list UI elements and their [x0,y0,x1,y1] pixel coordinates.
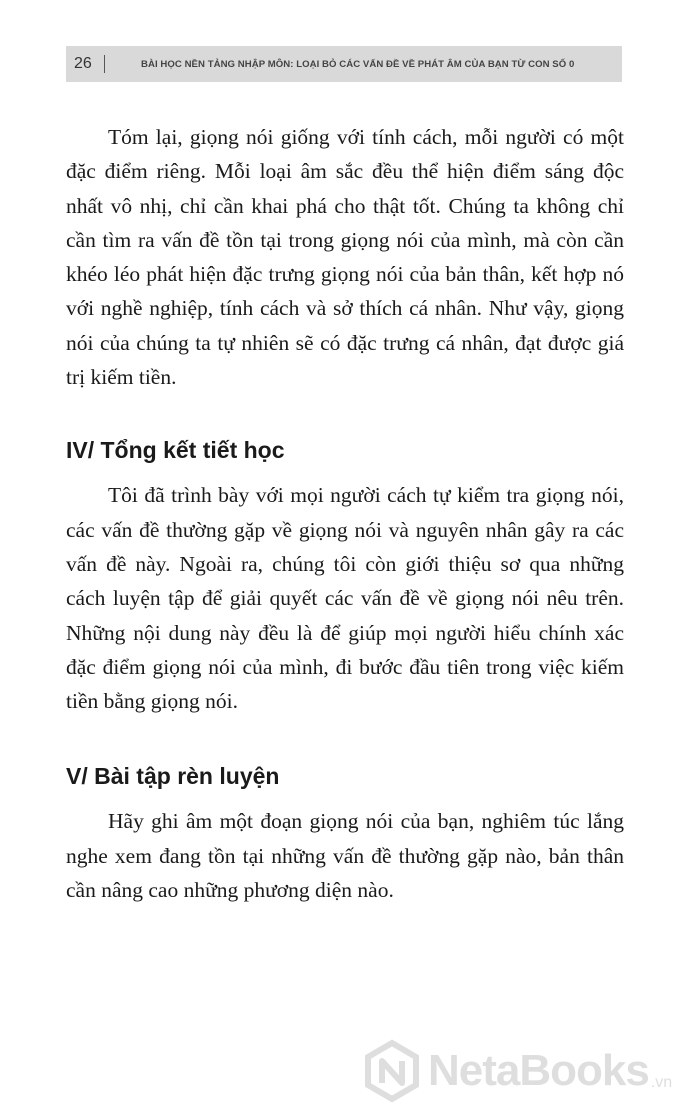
watermark-suffix: .vn [650,1074,673,1091]
watermark [360,1036,672,1106]
page-number: 26 [74,55,92,72]
section-5-heading: V/ Bài tập rèn luyện [66,763,280,790]
running-title: BÀI HỌC NỀN TẢNG NHẬP MÔN: LOẠI BỎ CÁC VẤN ĐỀ VỀ PHÁT ÂM CỦA BẠN TỪ CON SỐ 0 [141,58,575,70]
running-header [66,46,622,82]
header-divider [104,55,105,73]
netabooks-logo-icon [360,1039,424,1103]
page-body [66,120,624,907]
section-5-paragraph: Hãy ghi âm một đoạn giọng nói của bạn, nghiêm túc lắng nghe xem đang tồn tại những vấn đề thường gặp nào, bản thân cần nâng cao những phương diện nào. [66,809,624,903]
section-4-paragraph: Tôi đã trình bày với mọi người cách tự kiểm tra giọng nói, các vấn đề thường gặp về giọng nói và nguyên nhân gây ra các vấn đề này. Ngoài ra, chúng tôi còn giới thiệu sơ qua những cách luyện tập để giải quyết các vấn đề về giọng nói nêu trên. Những nội dung này đều là để giúp mọi người hiểu chính xác đặc điểm giọng nói của mình, đi bước đầu tiên trong việc kiếm tiền bằng giọng nói. [66,483,624,714]
intro-paragraph: Tóm lại, giọng nói giống với tính cách, mỗi người có một đặc điểm riêng. Mỗi loại âm sắc đều thể hiện điểm sáng độc nhất vô nhị, chỉ cần khai phá cho thật tốt. Chúng ta không chỉ cần tìm ra vấn đề tồn tại trong giọng nói của mình, mà còn cần khéo léo phát hiện đặc trưng giọng nói của bản thân, kết hợp nó với nghề nghiệp, tính cách và sở thích cá nhân. Như vậy, giọng nói của chúng ta tự nhiên sẽ có đặc trưng cá nhân, đạt được giá trị kiếm tiền. [66,125,624,390]
section-4-heading: IV/ Tổng kết tiết học [66,437,285,464]
watermark-brand: NetaBooks [428,1046,649,1095]
